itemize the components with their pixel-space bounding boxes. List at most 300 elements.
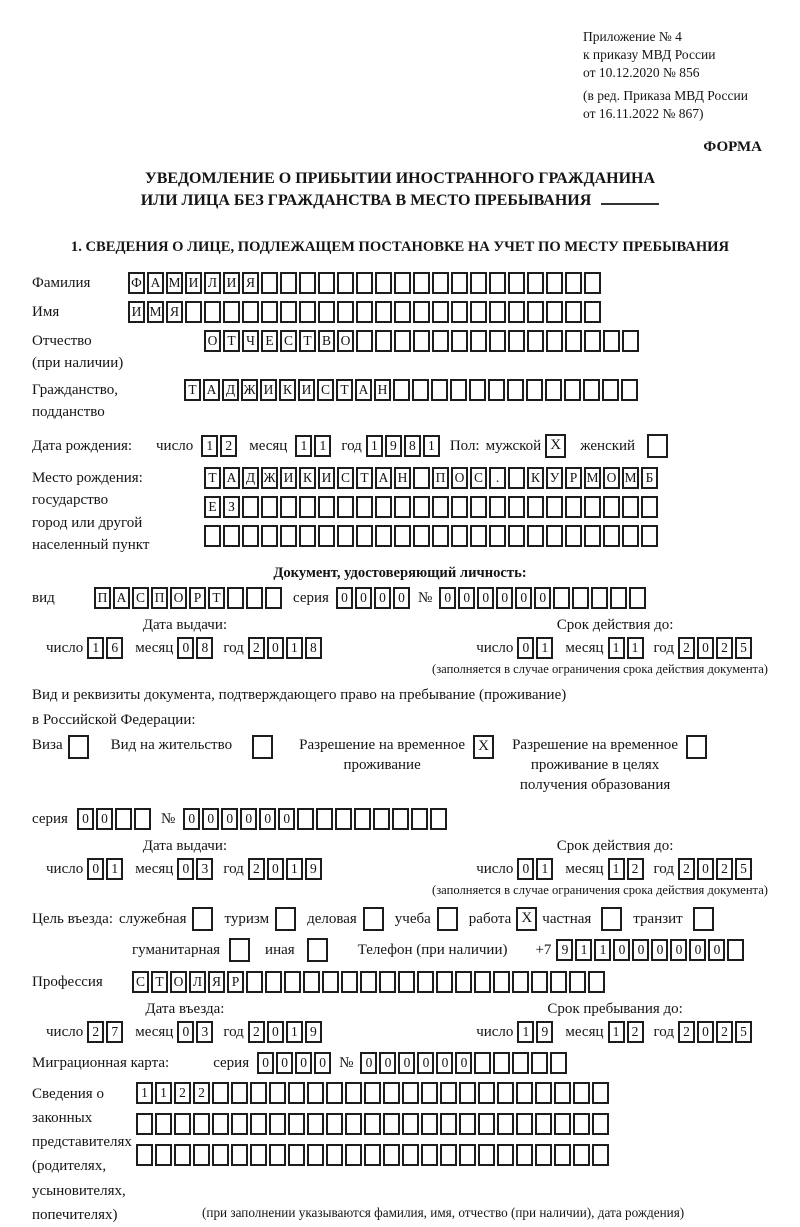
char-cell[interactable] (470, 330, 487, 352)
char-cell[interactable] (489, 496, 506, 518)
char-cell[interactable] (603, 496, 620, 518)
char-cell[interactable] (546, 272, 563, 294)
residence-issue-year[interactable] (248, 858, 324, 880)
char-cell[interactable]: Я (166, 301, 183, 323)
char-cell[interactable] (265, 971, 282, 993)
char-cell[interactable] (115, 808, 132, 830)
char-cell[interactable] (288, 1082, 305, 1104)
char-cell[interactable]: 6 (106, 637, 123, 659)
char-cell[interactable]: Я (208, 971, 225, 993)
char-cell[interactable]: 2 (248, 637, 265, 659)
char-cell[interactable]: 1 (201, 435, 218, 457)
char-cell[interactable]: 0 (496, 587, 513, 609)
char-cell[interactable] (364, 1113, 381, 1135)
char-cell[interactable] (592, 1113, 609, 1135)
residence-series-cells[interactable] (77, 808, 153, 830)
purpose-commercial-checkbox[interactable] (363, 907, 384, 931)
char-cell[interactable]: Т (299, 330, 316, 352)
char-cell[interactable] (493, 1052, 510, 1074)
char-cell[interactable] (546, 496, 563, 518)
char-cell[interactable]: К (527, 467, 544, 489)
char-cell[interactable]: 2 (678, 637, 695, 659)
char-cell[interactable]: Я (242, 272, 259, 294)
char-cell[interactable] (431, 379, 448, 401)
char-cell[interactable] (573, 1113, 590, 1135)
char-cell[interactable] (583, 379, 600, 401)
char-cell[interactable] (421, 1144, 438, 1166)
migration-number-cells[interactable] (360, 1052, 569, 1074)
char-cell[interactable]: Ф (128, 272, 145, 294)
char-cell[interactable] (356, 272, 373, 294)
char-cell[interactable]: 0 (360, 1052, 377, 1074)
char-cell[interactable] (478, 1082, 495, 1104)
char-cell[interactable] (284, 971, 301, 993)
char-cell[interactable] (440, 1113, 457, 1135)
char-cell[interactable] (489, 330, 506, 352)
char-cell[interactable]: 0 (697, 1021, 714, 1043)
stay-day[interactable] (517, 1021, 555, 1043)
char-cell[interactable]: 0 (276, 1052, 293, 1074)
char-cell[interactable]: 2 (627, 858, 644, 880)
char-cell[interactable] (402, 1082, 419, 1104)
char-cell[interactable] (398, 971, 415, 993)
char-cell[interactable] (610, 587, 627, 609)
char-cell[interactable] (436, 971, 453, 993)
char-cell[interactable]: 0 (221, 808, 238, 830)
char-cell[interactable]: А (203, 379, 220, 401)
char-cell[interactable] (155, 1144, 172, 1166)
char-cell[interactable] (341, 971, 358, 993)
char-cell[interactable] (412, 379, 429, 401)
char-cell[interactable] (455, 971, 472, 993)
char-cell[interactable]: О (337, 330, 354, 352)
char-cell[interactable] (489, 272, 506, 294)
char-cell[interactable]: 1 (423, 435, 440, 457)
char-cell[interactable]: 8 (196, 637, 213, 659)
char-cell[interactable] (546, 330, 563, 352)
char-cell[interactable]: 1 (536, 637, 553, 659)
char-cell[interactable] (553, 587, 570, 609)
char-cell[interactable] (584, 301, 601, 323)
char-cell[interactable] (297, 808, 314, 830)
char-cell[interactable] (603, 330, 620, 352)
char-cell[interactable] (470, 525, 487, 547)
char-cell[interactable]: 0 (314, 1052, 331, 1074)
birth-place-row-2[interactable] (204, 496, 660, 518)
char-cell[interactable] (242, 525, 259, 547)
char-cell[interactable] (383, 1113, 400, 1135)
identity-issue-day[interactable] (87, 637, 125, 659)
char-cell[interactable] (337, 272, 354, 294)
char-cell[interactable] (280, 301, 297, 323)
char-cell[interactable] (459, 1082, 476, 1104)
char-cell[interactable]: 2 (716, 858, 733, 880)
char-cell[interactable] (318, 525, 335, 547)
char-cell[interactable] (413, 467, 430, 489)
char-cell[interactable] (527, 272, 544, 294)
char-cell[interactable] (554, 1144, 571, 1166)
purpose-study-checkbox[interactable] (437, 907, 458, 931)
char-cell[interactable] (394, 525, 411, 547)
char-cell[interactable] (478, 1113, 495, 1135)
char-cell[interactable]: 0 (455, 1052, 472, 1074)
char-cell[interactable]: 0 (398, 1052, 415, 1074)
firstname-cells[interactable] (128, 301, 603, 323)
char-cell[interactable] (516, 1082, 533, 1104)
char-cell[interactable]: 0 (515, 587, 532, 609)
char-cell[interactable]: Н (374, 379, 391, 401)
char-cell[interactable] (136, 1144, 153, 1166)
char-cell[interactable]: И (128, 301, 145, 323)
char-cell[interactable]: 9 (556, 939, 573, 961)
sex-female-checkbox[interactable] (647, 434, 668, 458)
char-cell[interactable]: 0 (651, 939, 668, 961)
char-cell[interactable] (299, 272, 316, 294)
char-cell[interactable]: И (223, 272, 240, 294)
char-cell[interactable] (345, 1082, 362, 1104)
char-cell[interactable] (392, 808, 409, 830)
purpose-business-checkbox[interactable] (192, 907, 213, 931)
char-cell[interactable] (588, 971, 605, 993)
char-cell[interactable]: Т (356, 467, 373, 489)
char-cell[interactable] (622, 496, 639, 518)
char-cell[interactable] (265, 587, 282, 609)
char-cell[interactable] (591, 587, 608, 609)
char-cell[interactable] (356, 301, 373, 323)
char-cell[interactable] (379, 971, 396, 993)
char-cell[interactable] (573, 1082, 590, 1104)
char-cell[interactable]: 0 (697, 637, 714, 659)
char-cell[interactable] (212, 1113, 229, 1135)
char-cell[interactable]: 1 (136, 1082, 153, 1104)
char-cell[interactable]: 1 (536, 858, 553, 880)
char-cell[interactable] (394, 301, 411, 323)
char-cell[interactable]: 0 (259, 808, 276, 830)
char-cell[interactable]: 1 (295, 435, 312, 457)
char-cell[interactable] (155, 1113, 172, 1135)
char-cell[interactable]: А (375, 467, 392, 489)
char-cell[interactable]: 0 (477, 587, 494, 609)
char-cell[interactable] (337, 301, 354, 323)
char-cell[interactable] (584, 272, 601, 294)
char-cell[interactable]: 1 (608, 858, 625, 880)
char-cell[interactable] (440, 1144, 457, 1166)
char-cell[interactable]: Е (204, 496, 221, 518)
char-cell[interactable] (394, 272, 411, 294)
char-cell[interactable] (550, 971, 567, 993)
doc-series-cells[interactable] (336, 587, 412, 609)
char-cell[interactable] (565, 525, 582, 547)
char-cell[interactable] (269, 1144, 286, 1166)
phone-cells[interactable] (556, 939, 746, 961)
char-cell[interactable]: 9 (536, 1021, 553, 1043)
char-cell[interactable] (474, 971, 491, 993)
char-cell[interactable] (572, 587, 589, 609)
residence-number-cells[interactable] (183, 808, 449, 830)
char-cell[interactable] (185, 301, 202, 323)
char-cell[interactable] (242, 301, 259, 323)
birth-place-row-1[interactable] (204, 467, 660, 489)
char-cell[interactable] (375, 525, 392, 547)
char-cell[interactable] (337, 525, 354, 547)
char-cell[interactable] (231, 1144, 248, 1166)
char-cell[interactable]: 0 (697, 858, 714, 880)
char-cell[interactable] (451, 496, 468, 518)
identity-expiry-day[interactable] (517, 637, 555, 659)
char-cell[interactable] (393, 379, 410, 401)
char-cell[interactable] (383, 1144, 400, 1166)
char-cell[interactable] (375, 301, 392, 323)
char-cell[interactable]: И (280, 467, 297, 489)
char-cell[interactable] (641, 525, 658, 547)
stay-year[interactable] (678, 1021, 754, 1043)
char-cell[interactable]: 0 (202, 808, 219, 830)
char-cell[interactable] (535, 1082, 552, 1104)
char-cell[interactable] (307, 1113, 324, 1135)
char-cell[interactable] (459, 1113, 476, 1135)
char-cell[interactable]: 0 (379, 1052, 396, 1074)
char-cell[interactable] (430, 808, 447, 830)
char-cell[interactable] (602, 379, 619, 401)
char-cell[interactable] (204, 525, 221, 547)
char-cell[interactable]: 0 (670, 939, 687, 961)
sex-male-checkbox[interactable]: X (545, 434, 566, 458)
char-cell[interactable] (508, 496, 525, 518)
char-cell[interactable] (280, 496, 297, 518)
char-cell[interactable] (451, 525, 468, 547)
char-cell[interactable]: 0 (77, 808, 94, 830)
char-cell[interactable]: 0 (613, 939, 630, 961)
char-cell[interactable]: К (279, 379, 296, 401)
char-cell[interactable] (303, 971, 320, 993)
char-cell[interactable] (470, 496, 487, 518)
char-cell[interactable] (288, 1144, 305, 1166)
char-cell[interactable]: 2 (678, 1021, 695, 1043)
char-cell[interactable]: 1 (594, 939, 611, 961)
char-cell[interactable] (451, 330, 468, 352)
char-cell[interactable] (223, 525, 240, 547)
char-cell[interactable]: Л (204, 272, 221, 294)
visa-checkbox[interactable] (68, 735, 89, 759)
char-cell[interactable] (470, 272, 487, 294)
char-cell[interactable] (375, 272, 392, 294)
char-cell[interactable] (497, 1144, 514, 1166)
char-cell[interactable] (432, 301, 449, 323)
char-cell[interactable] (459, 1144, 476, 1166)
char-cell[interactable] (417, 971, 434, 993)
char-cell[interactable] (280, 272, 297, 294)
char-cell[interactable] (261, 525, 278, 547)
purpose-work-checkbox[interactable]: X (516, 907, 537, 931)
char-cell[interactable]: 0 (534, 587, 551, 609)
char-cell[interactable]: 1 (155, 1082, 172, 1104)
char-cell[interactable]: 5 (735, 637, 752, 659)
char-cell[interactable] (212, 1144, 229, 1166)
char-cell[interactable] (356, 525, 373, 547)
char-cell[interactable] (621, 379, 638, 401)
char-cell[interactable] (573, 1144, 590, 1166)
char-cell[interactable]: 2 (193, 1082, 210, 1104)
char-cell[interactable]: 9 (385, 435, 402, 457)
char-cell[interactable] (564, 379, 581, 401)
char-cell[interactable] (432, 525, 449, 547)
char-cell[interactable]: 2 (678, 858, 695, 880)
char-cell[interactable]: Т (204, 467, 221, 489)
char-cell[interactable]: 2 (716, 637, 733, 659)
char-cell[interactable] (318, 496, 335, 518)
char-cell[interactable] (554, 1082, 571, 1104)
char-cell[interactable]: О (603, 467, 620, 489)
char-cell[interactable] (223, 301, 240, 323)
char-cell[interactable] (554, 1113, 571, 1135)
char-cell[interactable]: 0 (393, 587, 410, 609)
temp-residence-education-checkbox[interactable] (686, 735, 707, 759)
char-cell[interactable] (307, 1144, 324, 1166)
char-cell[interactable]: 2 (220, 435, 237, 457)
char-cell[interactable] (356, 496, 373, 518)
char-cell[interactable] (280, 525, 297, 547)
citizenship-cells[interactable] (184, 379, 640, 401)
char-cell[interactable] (497, 1082, 514, 1104)
char-cell[interactable]: 0 (458, 587, 475, 609)
char-cell[interactable]: 0 (436, 1052, 453, 1074)
char-cell[interactable] (322, 971, 339, 993)
char-cell[interactable] (508, 525, 525, 547)
char-cell[interactable]: У (546, 467, 563, 489)
char-cell[interactable] (212, 1082, 229, 1104)
char-cell[interactable]: Е (261, 330, 278, 352)
char-cell[interactable] (450, 379, 467, 401)
char-cell[interactable]: П (94, 587, 111, 609)
char-cell[interactable]: 0 (177, 637, 194, 659)
char-cell[interactable]: О (170, 587, 187, 609)
char-cell[interactable] (565, 330, 582, 352)
char-cell[interactable]: Б (641, 467, 658, 489)
char-cell[interactable] (569, 971, 586, 993)
char-cell[interactable] (337, 496, 354, 518)
char-cell[interactable] (250, 1144, 267, 1166)
char-cell[interactable] (516, 1144, 533, 1166)
char-cell[interactable] (488, 379, 505, 401)
char-cell[interactable]: 0 (517, 637, 534, 659)
char-cell[interactable] (478, 1144, 495, 1166)
char-cell[interactable]: 0 (177, 1021, 194, 1043)
char-cell[interactable] (174, 1144, 191, 1166)
char-cell[interactable]: М (622, 467, 639, 489)
char-cell[interactable] (261, 301, 278, 323)
char-cell[interactable] (231, 1082, 248, 1104)
char-cell[interactable]: Ж (261, 467, 278, 489)
char-cell[interactable] (299, 525, 316, 547)
char-cell[interactable] (629, 587, 646, 609)
residence-permit-checkbox[interactable] (252, 735, 273, 759)
char-cell[interactable]: 0 (87, 858, 104, 880)
char-cell[interactable] (413, 330, 430, 352)
patronymic-cells[interactable] (204, 330, 641, 352)
char-cell[interactable] (326, 1113, 343, 1135)
char-cell[interactable] (326, 1144, 343, 1166)
char-cell[interactable]: Д (222, 379, 239, 401)
char-cell[interactable] (261, 496, 278, 518)
char-cell[interactable] (373, 808, 390, 830)
char-cell[interactable]: 0 (632, 939, 649, 961)
residence-expiry-day[interactable] (517, 858, 555, 880)
char-cell[interactable]: 2 (248, 858, 265, 880)
char-cell[interactable]: 5 (735, 858, 752, 880)
char-cell[interactable]: Т (151, 971, 168, 993)
char-cell[interactable] (318, 272, 335, 294)
char-cell[interactable] (432, 272, 449, 294)
char-cell[interactable]: 8 (305, 637, 322, 659)
char-cell[interactable]: 1 (608, 1021, 625, 1043)
char-cell[interactable] (584, 525, 601, 547)
char-cell[interactable]: Н (394, 467, 411, 489)
residence-expiry-year[interactable] (678, 858, 754, 880)
char-cell[interactable]: М (584, 467, 601, 489)
surname-cells[interactable] (128, 272, 603, 294)
char-cell[interactable] (413, 301, 430, 323)
entry-day[interactable] (87, 1021, 125, 1043)
char-cell[interactable]: 0 (267, 1021, 284, 1043)
char-cell[interactable]: 2 (627, 1021, 644, 1043)
stay-month[interactable] (608, 1021, 646, 1043)
char-cell[interactable]: 0 (374, 587, 391, 609)
char-cell[interactable]: 1 (366, 435, 383, 457)
char-cell[interactable] (545, 379, 562, 401)
char-cell[interactable] (516, 1113, 533, 1135)
char-cell[interactable]: 8 (404, 435, 421, 457)
char-cell[interactable]: Ж (241, 379, 258, 401)
char-cell[interactable]: 9 (305, 1021, 322, 1043)
char-cell[interactable]: Д (242, 467, 259, 489)
char-cell[interactable] (134, 808, 151, 830)
char-cell[interactable]: С (470, 467, 487, 489)
char-cell[interactable]: 9 (305, 858, 322, 880)
char-cell[interactable] (269, 1113, 286, 1135)
purpose-private-checkbox[interactable] (601, 907, 622, 931)
char-cell[interactable]: И (298, 379, 315, 401)
char-cell[interactable] (375, 330, 392, 352)
char-cell[interactable] (592, 1082, 609, 1104)
char-cell[interactable] (584, 496, 601, 518)
char-cell[interactable] (354, 808, 371, 830)
char-cell[interactable] (592, 1144, 609, 1166)
doc-type-cells[interactable] (94, 587, 284, 609)
char-cell[interactable] (432, 330, 449, 352)
char-cell[interactable] (316, 808, 333, 830)
char-cell[interactable]: 0 (240, 808, 257, 830)
char-cell[interactable] (550, 1052, 567, 1074)
char-cell[interactable]: А (355, 379, 372, 401)
char-cell[interactable]: С (132, 587, 149, 609)
char-cell[interactable] (527, 330, 544, 352)
identity-issue-year[interactable] (248, 637, 324, 659)
char-cell[interactable]: 3 (196, 858, 213, 880)
char-cell[interactable]: 1 (627, 637, 644, 659)
legal-reps-row-1[interactable] (136, 1082, 611, 1104)
char-cell[interactable]: 2 (248, 1021, 265, 1043)
char-cell[interactable] (227, 587, 244, 609)
char-cell[interactable]: В (318, 330, 335, 352)
char-cell[interactable]: 1 (286, 1021, 303, 1043)
char-cell[interactable] (527, 525, 544, 547)
char-cell[interactable] (375, 496, 392, 518)
char-cell[interactable] (413, 272, 430, 294)
char-cell[interactable] (535, 1144, 552, 1166)
char-cell[interactable] (546, 301, 563, 323)
char-cell[interactable] (421, 1113, 438, 1135)
char-cell[interactable]: 0 (439, 587, 456, 609)
